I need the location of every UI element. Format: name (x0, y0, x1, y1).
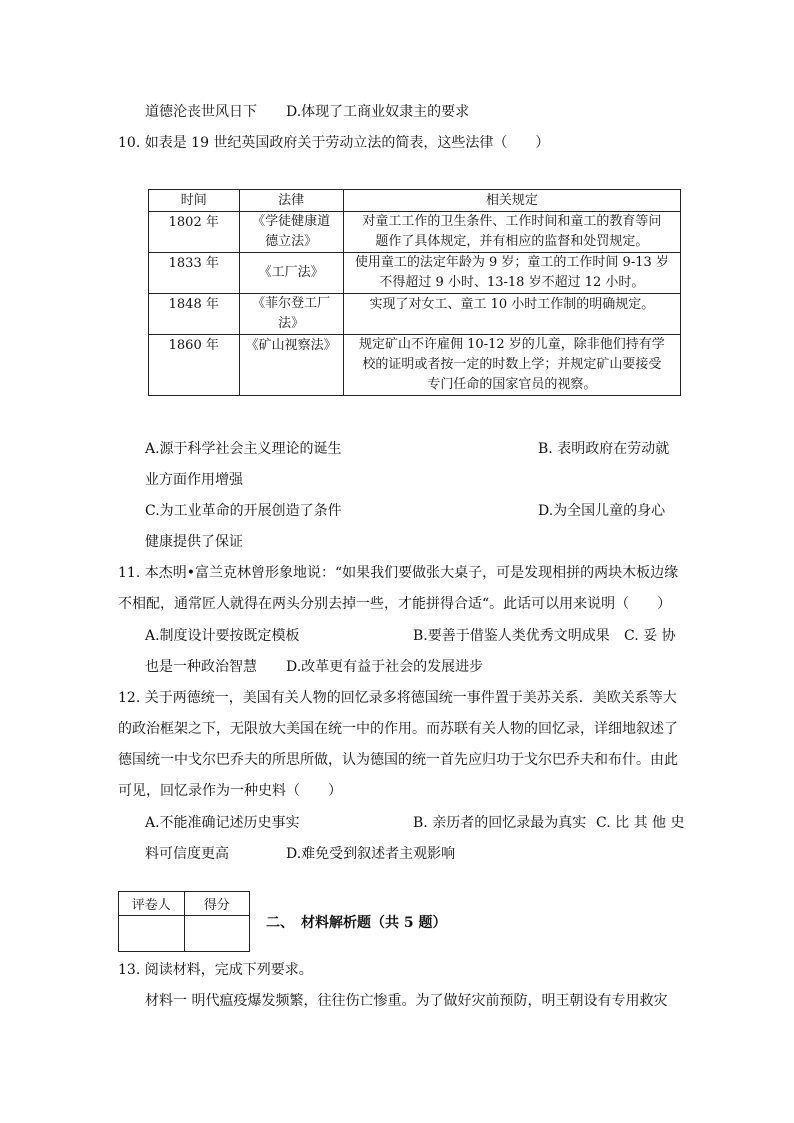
score-label: 得分 (184, 892, 250, 916)
table-header-row (149, 190, 681, 212)
q11-option-d: D.改革更有益于社会的发展进步 (286, 659, 484, 675)
score-cell (184, 916, 250, 952)
q11-option-c: C. 妥 协 (624, 628, 676, 644)
q10-stem: 10. 如表是 19 世纪英国政府关于劳动立法的简表，这些法律（ ） (118, 135, 550, 151)
cell-law-line: 《菲尔登工厂 (252, 296, 331, 311)
cell-rule-line: 不得超过 9 小时、13-18 岁不超过 12 小时。 (379, 275, 645, 290)
cell-rule-line: 题作了具体规定，并有相应的监督和处罚规定。 (375, 234, 649, 249)
cell-rule-line: 专门任命的国家官员的视察。 (427, 377, 597, 392)
q11-stem-line2: 不相配，通常匠人就得在两头分别去掉一些，才能拼得合适“。此话可以用来说明（ ） (118, 596, 672, 612)
q12-stem-line2: 的政治框架之下，无限放大美国在统一中的作用。而苏联有关人物的回忆录，详细地叙述了 (118, 721, 678, 737)
cell-rule (343, 294, 680, 335)
q12-stem-line3: 德国统一中戈尔巴乔夫的所思所做，认为德国的统一首先应归功于戈尔巴乔夫和布什。由此 (118, 752, 678, 768)
cell-rule (343, 335, 680, 396)
cell-law (239, 335, 343, 396)
cell-law (239, 294, 343, 335)
cell-rule-line: 校的证明或者按一定的时数上学；并规定矿山要接受 (362, 357, 662, 372)
cell-law (239, 212, 343, 253)
q11-option-a: A.制度设计要按既定模板 (145, 628, 300, 644)
cell-law-line: 《矿山视察法》 (245, 338, 337, 353)
q12-option-c: C. 比 其 他 史 (596, 815, 685, 831)
grader-cell (119, 916, 185, 952)
cell-law (239, 253, 343, 294)
q12-stem-line4: 可见，回忆录作为一种史料（ ） (118, 783, 342, 799)
grader-label: 评卷人 (119, 892, 185, 916)
q10-option-d: D.为全国儿童的身心 (538, 503, 666, 519)
q12-option-d: D.难免受到叙述者主观影响 (286, 846, 456, 862)
cell-law-line: 法》 (278, 316, 305, 331)
q11-option-c-cont: 也是一种政治智慧 (145, 659, 257, 675)
table-row (149, 294, 681, 335)
cell-law-line: 德立法》 (265, 234, 318, 249)
q10-option-b-cont: 业方面作用增强 (145, 472, 243, 488)
header-rule: 相关规定 (343, 190, 680, 212)
header-law: 法律 (239, 190, 343, 212)
q13-stem: 13. 阅读材料，完成下列要求。 (118, 962, 313, 978)
labor-law-table (148, 189, 681, 396)
cell-rule-line: 使用童工的法定年龄为 9 岁；童工的工作时间 9-13 岁 (354, 255, 669, 270)
cell-law-line: 《工厂法》 (258, 265, 324, 280)
q12-stem-line1: 12. 关于两德统一，美国有关人物的回忆录多将德国统一事件置于美苏关系．美欧关系等大 (118, 690, 677, 706)
q11-stem-line1: 11. 本杰明•富兰克林曾形象地说：“如果我们要做张大桌子，可是发现相拼的两块木板边缘 (118, 565, 679, 581)
q12-option-c-cont: 料可信度更高 (145, 846, 229, 862)
cell-rule (343, 253, 680, 294)
table-row (149, 335, 681, 396)
q10-option-d-cont: 健康提供了保证 (145, 534, 243, 550)
cell-year: 1833 年 (149, 253, 240, 294)
table-row (149, 212, 681, 253)
cell-year: 1848 年 (149, 294, 240, 335)
q9-tail-text: 道德沦丧世风日下 (145, 104, 257, 120)
score-box (118, 891, 250, 952)
table-row (149, 253, 681, 294)
header-time: 时间 (149, 190, 240, 212)
cell-year: 1802 年 (149, 212, 240, 253)
cell-rule-line: 规定矿山不许雇佣 10-12 岁的儿童，除非他们持有学 (359, 337, 665, 352)
cell-rule-line: 对童工工作的卫生条件、工作时间和童工的教育等问 (362, 214, 662, 229)
cell-law-line: 《学徒健康道 (252, 214, 331, 229)
section-title: 二、 材料解析题（共 5 题） (266, 915, 447, 931)
q9-option-d: D.体现了工商业奴隶主的要求 (286, 104, 470, 120)
cell-year: 1860 年 (149, 335, 240, 396)
cell-rule-line: 实现了对女工、童工 10 小时工作制的明确规定。 (369, 297, 655, 312)
q10-option-c: C.为工业革命的开展创造了条件 (145, 503, 342, 519)
q13-material1: 材料一 明代瘟疫爆发频繁，往往伤亡惨重。为了做好灾前预防，明王朝设有专用救灾 (145, 993, 668, 1009)
cell-rule (343, 212, 680, 253)
q11-option-b: B.要善于借鉴人类优秀文明成果 (413, 628, 610, 644)
q12-option-a: A.不能准确记述历史事实 (145, 815, 300, 831)
q12-option-b: B. 亲历者的回忆录最为真实 (413, 815, 587, 831)
q10-option-a: A.源于科学社会主义理论的诞生 (145, 441, 342, 457)
q10-option-b: B. 表明政府在劳动就 (538, 441, 670, 457)
